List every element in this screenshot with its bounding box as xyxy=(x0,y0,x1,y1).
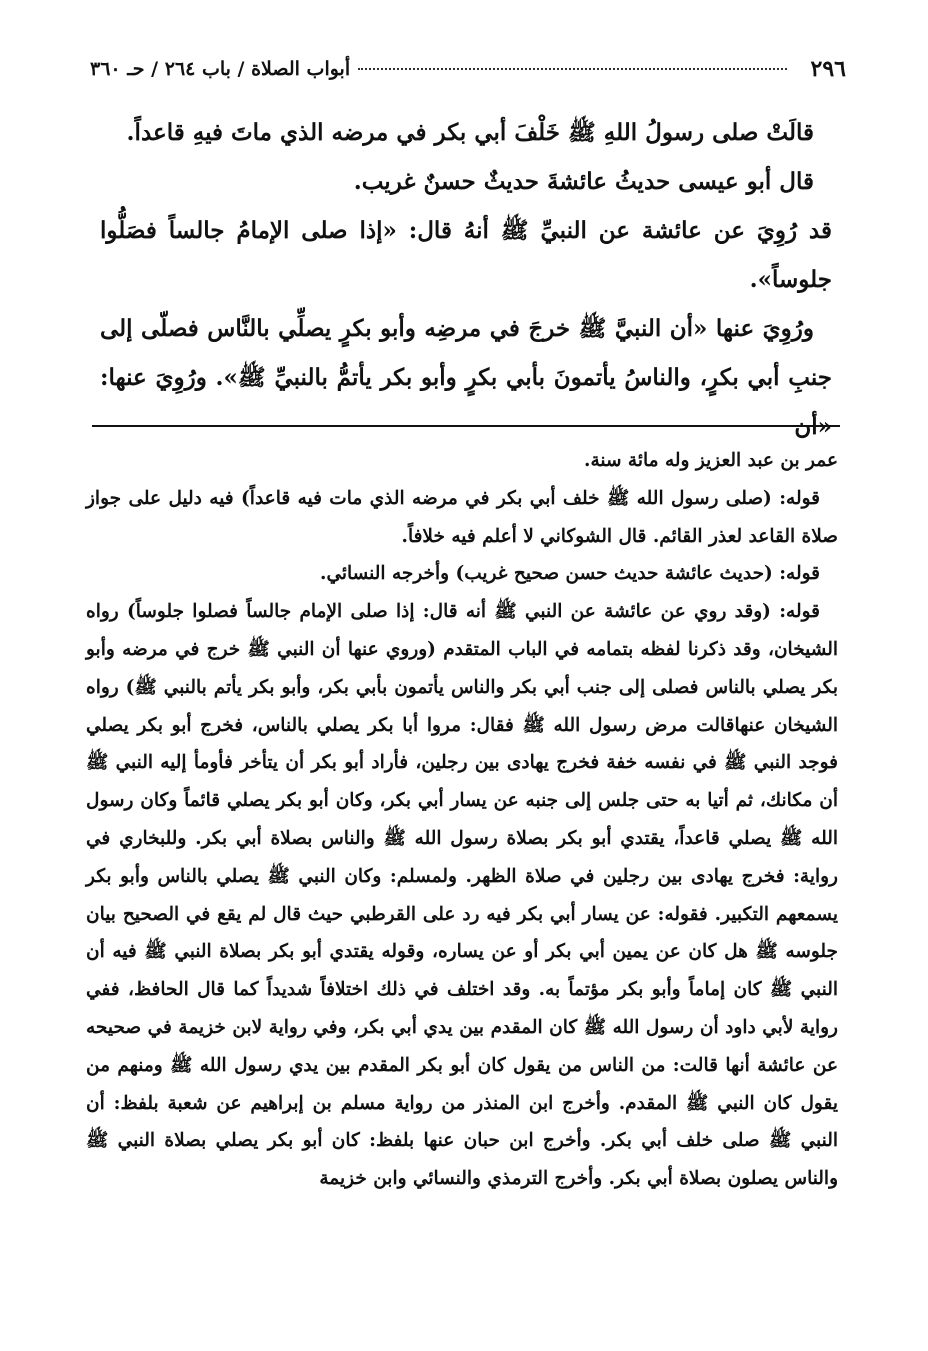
hadith-paragraph: قد رُوِيَ عن عائشة عن النبيِّ ﷺ أنهُ قال: «إذا صلى الإمامُ جالساً فصَلُّوا جلوساً». xyxy=(100,217,832,293)
dotted-leader xyxy=(358,68,786,70)
chapter-reference: أبواب الصلاة / باب ٢٦٤ / حـ ٣٦٠ xyxy=(90,58,351,80)
running-header xyxy=(90,54,846,84)
page-number: ٢٩٦ xyxy=(810,56,846,82)
commentary-paragraph: قوله: (حديث عائشة حديث حسن صحيح غريب) وأخرجه النسائي. xyxy=(320,563,820,585)
section-divider xyxy=(92,425,840,427)
commentary-text xyxy=(86,442,838,1198)
hadith-paragraph: ورُوِيَ عنها «أن النبيَّ ﷺ خرجَ في مرضِه وأبو بكرٍ يصلِّي بالنَّاس فصلّى إلى جنبِ أبي بكرٍ، والناسُ يأتمونَ بأبي بكرٍ وأبو بكر يأتمُّ بالنبيِّ ﷺ». ورُوِيَ عنها: «أن xyxy=(100,315,832,440)
commentary-paragraph: قوله: (صلى رسول الله ﷺ خلف أبي بكر في مرضه الذي مات فيه قاعداً) فيه دليل على جواز صلاة القاعد لعذر القائم. قال الشوكاني لا أعلم فيه خلافاً. xyxy=(86,487,838,547)
commentary-paragraph: قوله: (وقد روي عن عائشة عن النبي ﷺ أنه قال: إذا صلى الإمام جالساً فصلوا جلوساً) رواه الشيخان، وقد ذكرنا لفظه بتمامه في الباب المتقدم (وروي عنها أن النبي ﷺ خرج في مرضه وأبو بكر يصلي بالناس فصلى إلى جنب أبي بكر والناس يأتمون بأبي بكر، وأبو بكر يأتم بالنبي ﷺ) رواه الشيخان عنهاقالت مرض رسول الله ﷺ فقال: مروا أبا بكر يصلي بالناس، فخرج أبو بكر يصلي فوجد النبي ﷺ في نفسه خفة فخرج يهادى بين رجلين، فأراد أبو بكر أن يتأخر فأومأ إليه النبي ﷺ أن مكانك، ثم أتيا به حتى جلس إلى جنبه عن يسار أبي بكر، وكان أبو بكر يصلي قائماً وكان رسول الله ﷺ يصلي قاعداً، يقتدي أبو بكر بصلاة رسول الله ﷺ والناس بصلاة أبي بكر. وللبخاري في رواية: فخرج يهادى بين رجلين في صلاة الظهر. ولمسلم: وكان النبي ﷺ يصلي بالناس وأبو بكر يسمعهم التكبير. فقوله: عن يسار أبي بكر فيه رد على القرطبي حيث قال لم يقع في الصحيح بيان جلوسه ﷺ هل كان عن يمين أبي بكر أو عن يساره، وقوله يقتدي أبو بكر بصلاة النبي ﷺ فيه أن النبي ﷺ كان إماماً وأبو بكر مؤتماً به. وقد اختلف في ذلك اختلافاً شديداً كما قال الحافظ، ففي رواية لأبي داود أن رسول الله ﷺ كان المقدم بين يدي أبي بكر، وفي رواية لابن خزيمة في صحيحه عن عائشة أنها قالت: من الناس من يقول كان أبو بكر المقدم بين يدي رسول الله ﷺ ومنهم من يقول كان النبي ﷺ المقدم. وأخرج ابن المنذر من رواية مسلم بن إبراهيم عن شعبة بلفظ: أن النبي ﷺ صلى خلف أبي بكر. وأخرج ابن حبان عنها بلفظ: كان أبو بكر يصلي بصلاة النبي ﷺ والناس يصلون بصلاة أبي بكر. وأخرج الترمذي والنسائي وابن خزيمة xyxy=(86,601,838,1190)
hadith-paragraph: قالَتْ صلى رسولُ اللهِ ﷺ خَلْفَ أبي بكر في مرضه الذي ماتَ فيهِ قاعداً. xyxy=(126,119,814,146)
hadith-paragraph: قال أبو عيسى حديثُ عائشةَ حديثٌ حسنٌ غريب. xyxy=(353,168,814,195)
commentary-paragraph: عمر بن عبد العزيز وله مائة سنة. xyxy=(584,450,838,471)
hadith-text xyxy=(100,108,832,451)
